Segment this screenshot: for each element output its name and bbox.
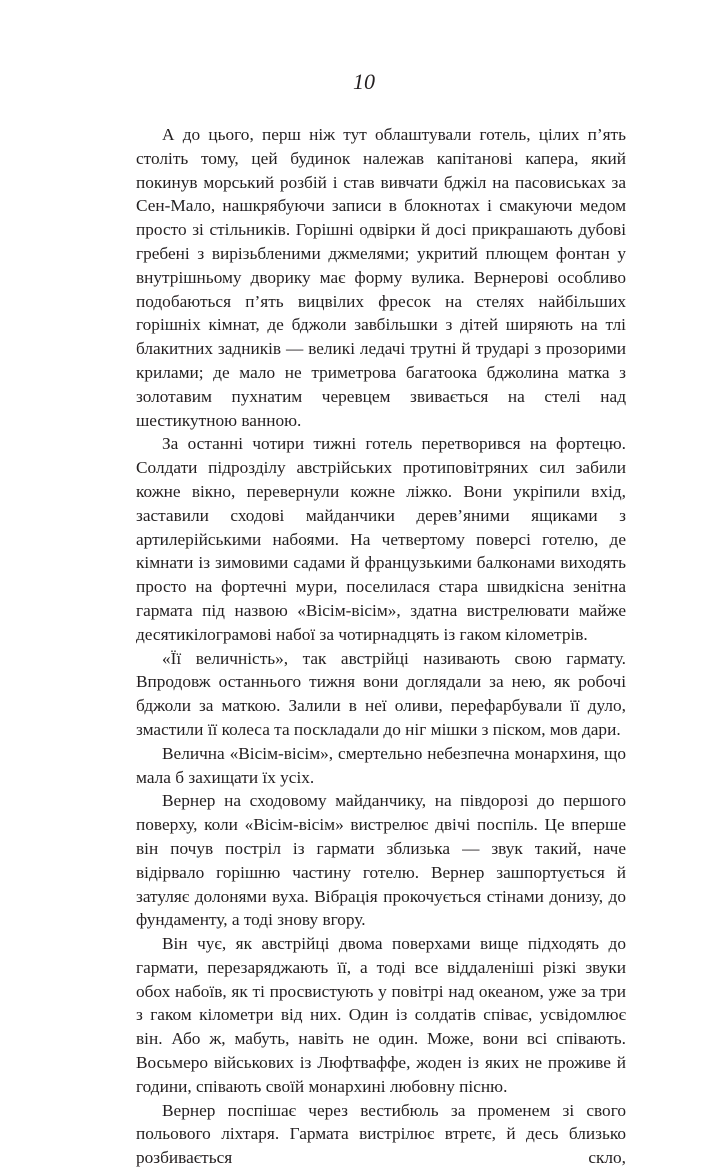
paragraph: За останні чотири тижні готель перетворився на фортецю. Солдати підрозділу австрійських протиповітряних сил забили кожне вікно, перевернули кожне ліжко. Вони укріпили вхід, заставили сходові майданчики дерев’яними ящиками з артилерійськими набоями. На четвертому поверсі готелю, де кімнати із зимовими садами й французькими балконами виходять просто на фортечні мури, поселилася стара швидкісна зенітна гармата під назвою «Вісім-вісім», здатна вистрелювати майже десятикілограмові набої за чотирнадцять із гаком кілометрів. xyxy=(136,434,626,644)
paragraph: А до цього, перш ніж тут облаштували готель, цілих п’ять століть тому, цей будинок належав капітанові капера, який покинув морський розбій і став вивчати бджіл на пасовиськах за Сен-Мало, нашкрябуючи записи в блокнотах і смакуючи медом просто зі стільників. Горішні одвірки й досі прикрашають дубові гребені з вирізьбленими джмелями; укритий плющем фонтан у внутрішньому дворику має форму вулика. Вернерові особливо подобаються п’ять вицвілих фресок на стелях найбільших горішніх кімнат, де бджоли завбільшки з дітей ширяють на тлі блакитних задників — великі ледачі трутні й трударі з прозорими крилами; де мало не триметрова багатоока бджолина матка з золотавим пухнатим черевцем звивається на стелі над шестикутною ванною. xyxy=(136,125,626,430)
paragraph: «Її величність», так австрійці називають свою гармату. Впродовж останнього тижня вони доглядали за нею, як робочі бджоли за маткою. Залили в неї оливи, перефарбували її дуло, змастили її колеса та поскладали до ніг мішки з піском, мов дари. xyxy=(136,648,626,739)
paragraph: Велична «Вісім-вісім», смертельно небезпечна монархиня, що мала б захищати їх усіх. xyxy=(136,743,626,787)
paragraph: Вернер на сходовому майданчику, на півдорозі до першого поверху, коли «Вісім-вісім» вистрелює двічі поспіль. Це вперше він почув постріл із гармати зблизька — звук такий, наче відірвало горішню частину готелю. Вернер зашпортується й затуляє долонями вуха. Вібрація прокочується стінами донизу, до фундаменту, а тоді знову вгору. xyxy=(136,791,626,930)
paragraph: Вернер поспішає через вестибюль за променем зі свого польового ліхтаря. Гармата вистрілює втретє, й десь близько розбивається скло, xyxy=(136,1100,626,1168)
chapter-number: 10 xyxy=(353,69,375,94)
body-text xyxy=(136,123,626,1170)
paragraph: Він чує, як австрійці двома поверхами вище підходять до гармати, перезаряджають її, а тоді все віддаленіші різкі звуки обох набоїв, як ті просвистують у повітрі над океаном, уже за три з гаком кілометри від них. Один із солдатів співає, усвідомлює він. Або ж, мабуть, навіть не один. Може, вони всі співають. Восьмеро військових із Люфтваффе, жоден із яких не проживе й години, співають своїй монархині любовну пісню. xyxy=(136,934,626,1096)
